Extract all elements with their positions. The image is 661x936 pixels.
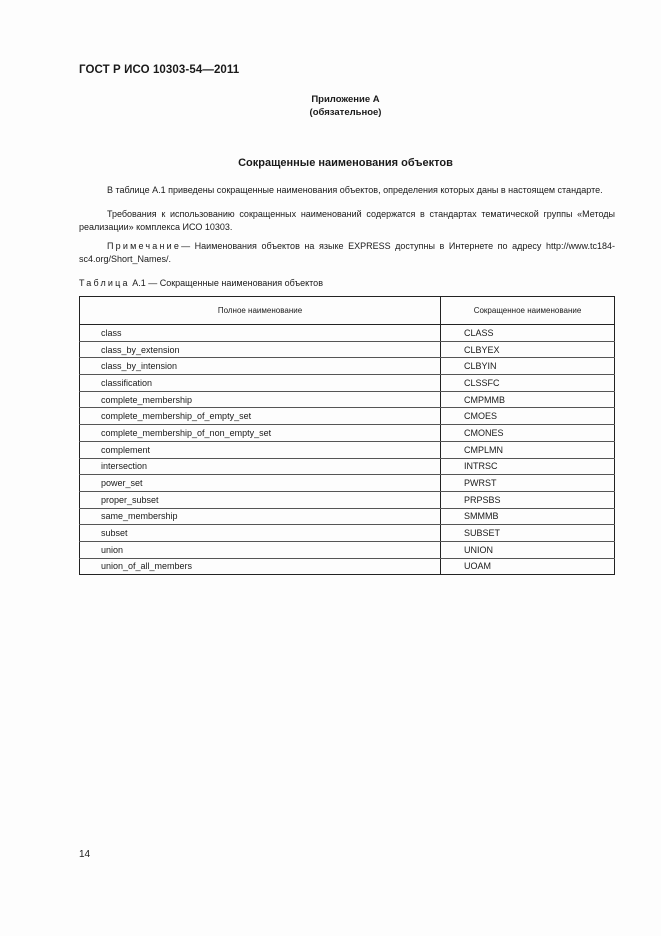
note-paragraph — [79, 240, 615, 266]
paragraph-1: В таблице А.1 приведены сокращенные наименования объектов, определения которых даны в настоящем стандарте. — [107, 185, 603, 195]
short-name-cell: SUBSET — [441, 525, 615, 542]
table-row — [80, 325, 615, 342]
short-name-cell: PRPSBS — [441, 491, 615, 508]
table-row — [80, 475, 615, 492]
table-caption-label: Таблица — [79, 278, 130, 288]
table-row — [80, 408, 615, 425]
column-header-full-name: Полное наименование — [80, 297, 441, 325]
short-name-cell: INTRSC — [441, 458, 615, 475]
short-name-cell: CMONES — [441, 425, 615, 442]
full-name-cell: union — [80, 541, 441, 558]
short-name-cell: CLASS — [441, 325, 615, 342]
table-caption — [79, 278, 323, 288]
table-row — [80, 508, 615, 525]
full-name-cell: same_membership — [80, 508, 441, 525]
full-name-cell: power_set — [80, 475, 441, 492]
full-name-cell: complete_membership_of_non_empty_set — [80, 425, 441, 442]
short-name-cell: CLSSFC — [441, 375, 615, 392]
table-row — [80, 375, 615, 392]
table-row — [80, 525, 615, 542]
full-name-cell: class — [80, 325, 441, 342]
table-caption-text: А.1 — Сокращенные наименования объектов — [132, 278, 323, 288]
table-row — [80, 558, 615, 575]
full-name-cell: classification — [80, 375, 441, 392]
paragraph-2: Требования к использованию сокращенных наименований содержатся в стандартах тематической группы «Методы реализации» комплекса ИСО 10303. — [79, 209, 615, 232]
table-row — [80, 491, 615, 508]
short-name-cell: CMOES — [441, 408, 615, 425]
table-row — [80, 341, 615, 358]
short-name-cell: CMPMMB — [441, 391, 615, 408]
full-name-cell: intersection — [80, 458, 441, 475]
short-name-cell: CLBYEX — [441, 341, 615, 358]
short-name-cell: UNION — [441, 541, 615, 558]
note-text: — Наименования объектов на языке EXPRESS доступны в Интернете по адресу http://www.tc184-sc4.org/Short_Names/. — [79, 241, 615, 264]
full-name-cell: class_by_extension — [80, 341, 441, 358]
short-name-cell: PWRST — [441, 475, 615, 492]
page-number: 14 — [79, 849, 91, 860]
full-name-cell: proper_subset — [80, 491, 441, 508]
full-name-cell: union_of_all_members — [80, 558, 441, 575]
short-name-cell: CLBYIN — [441, 358, 615, 375]
short-name-cell: UOAM — [441, 558, 615, 575]
full-name-cell: complement — [80, 441, 441, 458]
short-names-table — [79, 296, 615, 575]
annex-heading — [0, 93, 661, 119]
table-body — [80, 325, 615, 575]
table-row — [80, 441, 615, 458]
section-title: Сокращенные наименования объектов — [238, 157, 453, 169]
full-name-cell: complete_membership_of_empty_set — [80, 408, 441, 425]
table-row — [80, 458, 615, 475]
note-label: Примечание — [107, 241, 182, 251]
standard-header: ГОСТ Р ИСО 10303-54—2011 — [79, 64, 240, 76]
table-row — [80, 541, 615, 558]
table-row — [80, 425, 615, 442]
annex-title: Приложение А — [311, 94, 380, 105]
short-name-cell: CMPLMN — [441, 441, 615, 458]
full-name-cell: complete_membership — [80, 391, 441, 408]
column-header-short-name: Сокращенное наименование — [441, 297, 615, 325]
table-row — [80, 391, 615, 408]
full-name-cell: subset — [80, 525, 441, 542]
table-row — [80, 358, 615, 375]
annex-status: (обязательное) — [309, 107, 382, 118]
full-name-cell: class_by_intension — [80, 358, 441, 375]
short-name-cell: SMMMB — [441, 508, 615, 525]
table-header-row — [80, 297, 615, 325]
